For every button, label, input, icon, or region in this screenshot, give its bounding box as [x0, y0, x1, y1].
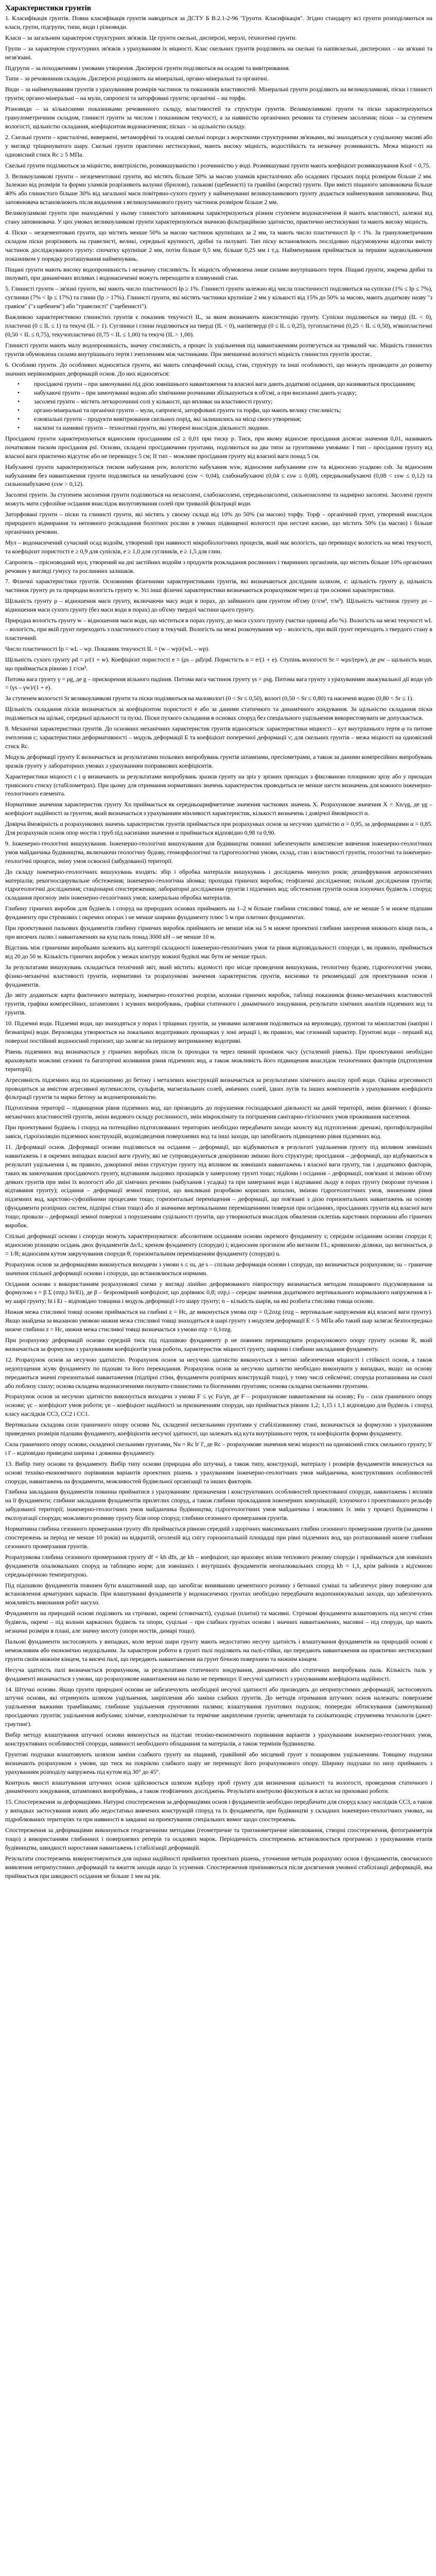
paragraph: Спільні деформації основи і споруди можуть характеризуватися: абсолютним осіданням основи окремого фундаменту s; середнім осіданням основи споруди s̄; відносною різницею осідань двох фундаментів Δs/L; креном фундаменту (споруди) i; відносним прогином або вигином f/L; кривизною ділянки, що вигинається, ρ = 1/R; відносним кутом закручування споруди θ; горизонтальним переміщенням фундаменту (споруди) u. [5, 1232, 432, 1257]
paragraph: Великоуламкові грунти при знаходженні у ньому глинистого заповнювача характеризуються різним ступенем водонасичення й мають властивості, залежні від стану заповнювача. У цих умовах великоуламкові грунти характеризуються значною фільтраційною здатністю, практично нестискувані та мають високу міцність. [5, 209, 432, 226]
paragraph: Мул – водонасичений сучасний осад водойм, утворений при наявності мікробіологічних процесів, який має вологість, що перевищує вологість на межі текучості, та коефіцієнт пористості e ≥ 0,9 для супісків, e ≥ 1,0 для суглинків, e ≥ 1,5 для глин. [5, 538, 432, 555]
paragraph: 11. Деформації основ. Деформації основи поділяються на осідання – деформації, що відбуваються в результаті ущільнення грунту під впливом зовнішніх навантажень і в окремих випадках власної ваги грунту, які не супроводжуються докорінною зміною його структури; просідання – деформації, що відбуваються в результаті ущільнення і, як правило, докорінної зміни структури грунту під впливом як зовнішніх навантажень і власної ваги грунту, так і додаткових факторів, таких як замочування просідаючого грунту, відтавання льодових прошарків у замерзлому грунті тощо; підйоми і осідання – деформації, пов'язані зі зміною об'єму деяких грунтів при зміні їх вологості або дії хімічних речовин (набухання і усадка) та при замерзанні води і відтаванні льоду в порах грунту (морозне пучення і відтавання грунту); осідання – деформації земної поверхні, що викликані розробкою корисних копалин, зміною гідрогеологічних умов, зниженням рівня підземних вод, карстово-суфозійними процесами тощо; горизонтальні переміщення – деформації, що пов'язані з дією горизонтальних навантажень на основу (фундаменти розпірних систем, підпірні стіни тощо) або зі значними вертикальними переміщеннями поверхні при осіданнях, просіданнях грунтів від власної ваги тощо; провали – деформації земної поверхні з порушенням суцільності грунтів, що утворюються внаслідок обвалення склепінь карстових порожнин або гірничих виробок. [5, 1143, 432, 1229]
paragraph: При проектуванні пальових фундаментів глибину гірничих виробок приймають не менше ніж на 5 м нижче проектної глибини занурення нижнього кінця паль, а при висячих палях і навантаженнях на кущ паль понад 3000 кН – не менше 10 м. [5, 924, 432, 940]
paragraph: До складу інженерно-геологічних вишукувань входять: збір і обробка матеріалів вишукувань і досліджень минулих років; дешифрування аерокосмічних матеріалів; рекогносцирувальне обстеження; інженерно-геологічна зйомка; проходка гірничих виробок; геофізичні дослідження; польові дослідження грунтів; гідрогеологічні дослідження; стаціонарні спостереження; лабораторні дослідження грунтів і підземних вод; обстеження грунтів основ існуючих будівель і споруд; складання прогнозу змін інженерно-геологічних умов; камеральна обробка матеріалів. [5, 868, 432, 902]
list-item-text: засолені грунти – містять легкорозчинні солі у кількості, що впливає на властивості грунту; [34, 398, 273, 405]
paragraph: Осідання основи з використанням розрахункової схеми у вигляді лінійно деформованого півпростору визначається методом пошарового підсумовування за формулою s = β Σ (σzp,i hi/Ei), де β – безрозмірний коефіцієнт, що дорівнює 0,8; σzp,i – середнє значення додаткового вертикального нормального напруження в i-му шарі грунту; hi і Ei – відповідно товщина і модуль деформації i-го шару грунту; n – кількість шарів, на які розбита стислива товща основи. [5, 1280, 432, 1305]
paragraph: Глинисті грунти мають малу водопроникність, значну стисливість, а процес їх ущільнення під навантаженням розтягується на тривалий час. Міцність глинистих грунтів обумовлена силами внутрішнього тертя і зчепленням між частинками. При зменшенні вологості міцність глинистих грунтів зростає. [5, 341, 432, 358]
bullet-icon: • [18, 406, 20, 414]
document-body [5, 14, 432, 378]
paragraph: 6. Особливі грунти. До особливих відносяться грунти, які мають специфічний склад, стан, структуру та інші особливості, що можуть призводити до розвитку значних нерівномірних деформацій основ. До них відносяться: [5, 361, 432, 377]
paragraph: Просідаючі грунти характеризуються відносним просіданням εsl ≥ 0,01 при тиску р. Тиск, при якому відносне просідання досягає значення 0,01, називають початковим тиском просідання psl. Основи, складені просідаючими грунтами, поділяються на два типи за грунтовими умовами: I тип – просідання грунту від власної ваги практично відсутнє або не перевищує 5 см; II тип – можливе просідання грунту від власної ваги понад 5 см. [5, 434, 432, 460]
paragraph: 10. Підземні води. Підземні води, що знаходяться у порах і тріщинах грунтів, за умовами залягання поділяються на верховодку, грунтові та міжпластові (напірні і безнапірні) води. Верховодка утворюється на локальних водотривких прошарках у зоні аерації і, як правило, має сезонний характер. Грунтові води – перший від поверхні постійний водоносний горизонт, що залягає на першому витриманому водотриві. [5, 1020, 432, 1044]
paragraph: Сапропель – прісноводний мул, утворений на дні застійних водойм з продуктів розкладання рослинних і тваринних організмів, що містить більше 10% органічних речовин у вигляді гумусу та рослинних залишків. [5, 558, 432, 574]
paragraph: Нормативне значення характеристик грунту Xn приймається як середньоарифметичне значення часткових значень X. Розрахункове значення X = Xn/γg, де γg – коефіцієнт надійності за грунтом, який визначається з урахуванням мінливості характеристик, кількості визначень і довірчої ймовірності α. [5, 801, 432, 817]
paragraph: Довірча ймовірність α розрахункових значень характеристик грунтів приймається при розрахунках основ за несучою здатністю α = 0,95, за деформаціями α = 0,85. Для розрахунків основ опор мостів і труб під насипами значення α приймається відповідно 0,98 та 0,90. [5, 820, 432, 837]
bullet-icon: • [18, 415, 20, 423]
list-item-text: набухаючі грунти – при замочуванні водою або хімічними розчинами збільшуються в об'ємі, а при висиханні дають усадку; [34, 389, 357, 397]
paragraph: Піщані грунти мають високу водопроникність і незначну стисливість. Їх міцність обумовлена лише силами внутрішнього тертя. Піщані грунти, зокрема дрібні та пилуваті, при динамічних впливах і водонасиченні можуть переходити в пливунний стан. [5, 265, 432, 282]
document-body-continued [5, 434, 432, 1880]
paragraph: Скельні грунти поділяються за міцністю, вивітрілістю, розмякшуваністю і розчинністю у воді. Розмякшувані грунти мають коефіцієнт розмякшування Ksof < 0,75. [5, 161, 431, 169]
list-item [5, 406, 432, 415]
page-title: Характеристики грунтів [5, 4, 91, 12]
paragraph: 1. Класифікація грунтів. Повна класифікація грунтів наводиться за ДСТУ Б В.2.1-2-96 "Грунти. Класифікація". Згідно стандарту всі грунти розподіляються на класи, групи, підгрупи, типи, види і різновиди. [5, 14, 432, 30]
paragraph: 8. Механічні характеристики грунтів. До основних механічних характеристик грунтів відносяться: характеристики міцності – кут внутрішнього тертя φ та питоме зчеплення c; характеристики деформативності – модуль деформації E та коефіцієнт поперечної деформації ν; для скельних грунтів – межа міцності на одновісний стиск Rc. [5, 725, 432, 750]
bullet-icon: • [18, 389, 20, 397]
bullet-icon: • [18, 398, 20, 405]
paragraph: 9. Інженерно-геологічні вишукування. Інженерно-геологічні вишукування для будівництва повинні забезпечувати комплексне вивчення інженерно-геологічних умов майданчика будівництва, включаючи геологічну будову, геоморфологічні та гідрогеологічні умови, склад, стан і властивості грунтів, геологічні та інженерно-геологічні процеси, зміну умов освоєної (забудованої) території. [5, 839, 432, 865]
paragraph: Засолені грунти. За ступенем засолення грунти поділяються на незасолені, слабозасолені, середньозасолені, сильнозасолені та надмірно засолені. Засолені грунти можуть мати суфозійне осідання внаслідок вилуговування солей при тривалій фільтрації води. [5, 491, 432, 507]
paragraph: Підтоплення території – підвищення рівня підземних вод, що призводить до порушення господарської діяльності на даній території, зміни фізичних і фізико-механічних властивостей грунтів, зміни видового складу рослинності, змін мікроклімату та погіршення санітарно-гігієнічних умов проживання населення. [5, 1104, 432, 1121]
paragraph: За результатами вишукувань складається технічний звіт, який містить: відомості про місце проведення вишукувань, геологічну будову, гідрогеологічні умови, фізико-механічні властивості грунтів, нормативні та розрахункові значення характеристик грунтів, висновки та рекомендації для проектування основ і фундаментів. [5, 963, 432, 988]
paragraph: Нормативна глибина сезонного промерзання грунту dfn приймається рівною середній з щорічних максимальних глибин сезонного промерзання грунтів (за даними спостережень за період не менше 10 років) на відкритій, оголеній від снігу горизонтальній площадці при рівні підземних вод, що розташований нижче глибини сезонного промерзання грунтів. [5, 1525, 432, 1550]
paragraph: Під підошвою фундаментів повинен бути влаштований шар, що запобігає вимиванню цементного розчину з бетонної суміші та забезпечує рівну поверхню для встановлення арматурних каркасів. При влаштуванні фундаментів у водонасичених грунтах необхідно передбачати водопонижувальні заходи, що забезпечують можливість виконання робіт насухо. [5, 1581, 432, 1606]
paragraph: 5. Глинисті грунти – зв'язні грунти, які мають число пластичності Ip ≥ 1%. Глинисті грунти залежно від числа пластичності поділяються на супіски (1% ≤ Ip ≤ 7%), суглинки (7% < Ip ≤ 17%) та глини (Ip > 17%). Глинисті грунти, які містять частинки крупніше 2 мм у кількості від 15% до 50% за масою, мають додаткову назву "з гравієм" ("з щебенем") або "гравелисті" ("щебенисті"). [5, 285, 432, 310]
paragraph: При розрахунку деформацій основи середній тиск під підошвою фундаменту p не повинен перевищувати розрахункового опору грунту основи R, який визначається за формулою з урахуванням коефіцієнтів умов роботи, характеристик міцності грунту, ширини і глибини закладання фундаменту. [5, 1336, 432, 1352]
paragraph: Спостереження за деформаціями виконуються геодезичними методами (геометричне та тригонометричне нівелювання, створні спостереження, фотограмметрія тощо) з використанням глибинних і поверхневих реперів та осадових марок. Періодичність спостережень встановлюється програмою з урахуванням етапів будівництва, швидкості наростання навантажень і стабілізації деформацій. [5, 1826, 432, 1851]
paragraph: Класи – за загальним характером структурних зв'язків. Це грунти скельні, дисперсні, мерзлі, техногенні грунти. [5, 33, 297, 41]
paragraph: Глибину гірничих виробок для будівель і споруд на природних основах приймають на 1–2 м більше глибини стисливої товщі, але не менше 5 м нижче підошви фундаменту при стрічкових і окремих опорах і не менше ширини фундаменту плюс 5 м при плитних фундаментах. [5, 905, 432, 921]
paragraph: Агресивність підземних вод по відношенню до бетону і металевих конструкцій визначається за результатами хімічного аналізу проб води. Оцінка агресивності проводиться за вмістом агресивної вуглекислоти, сульфатів, магнезіальних солей, аміачних солей, їдких лугів та інших компонентів з урахуванням коефіцієнта фільтрації грунтів та марки бетону за водонепроникністю. [5, 1076, 432, 1101]
paragraph: Щільність складання пісків визначається за коефіцієнтом пористості e або за даними статичного та динамічного зондування. За щільністю складання піски поділяються на щільні, середньої щільності та пухкі. Піски пухкого складання в основах споруд без спеціального ущільнення використовувати не допускається. [5, 705, 432, 722]
paragraph: 2. Скельні грунти – кристалічні, вивержені, метаморфічні та осадові скельні породи з жорсткими структурними зв'язками, які знаходяться у суцільному масиві або у вигляді тріщинуватого шару. Скельні грунти практично нестискувані, мають високу міцність, водостійкість та незначну розмиваність. Межа міцності на одновісний стиск Rc ≥ 5 МПа. [5, 133, 432, 158]
paragraph: За ступенем вологості Sr великоуламкові грунти та піски поділяються на маловологі (0 < Sr ≤ 0,50), вологі (0,50 < Sr ≤ 0,80) та насичені водою (0,80 < Sr ≤ 1). [5, 694, 414, 702]
paragraph: Природна вологість грунту w – відношення маси води, що міститься в порах грунту, до маси сухого грунту (частки одиниці або %). Вологість на межі текучості wL – вологість, при якій грунт переходить з пластичного стану в текучий. Вологість на межі розкочування wp – вологість, при якій грунт переходить з твердого стану в пластичний. [5, 617, 432, 641]
paragraph: При проектуванні будівель і споруд на потенційно підтоплюваних територіях необхідно передбачати заходи захисту від підтоплення: дренажі, протифільтраційні завіси, гідроізоляцію підземних конструкцій, водовідведення поверхневих вод та інші заходи, що запобігають підвищенню рівня підземних вод. [5, 1124, 432, 1140]
paragraph: Грунтові подушки влаштовують шляхом заміни слабкого грунту на піщаний, гравійний або місцевий грунт з пошаровим ущільненням. Товщину подушки визначають розрахунком з умови, що тиск на покрівлю слабкого шару не перевищує його розрахункового опору. Ширину подушки по низу приймають з урахуванням розподілу напружень під кутом від 30° до 45°. [5, 1750, 432, 1775]
bullet-icon: • [18, 380, 20, 388]
paragraph: Глибина закладання фундаментів повинна прийматися з урахуванням: призначення і конструктивних особливостей проектованої споруди, навантажень і впливів на її фундаменти; глибини закладання фундаментів прилеглих споруд, а також глибини прокладання інженерних комунікацій; існуючого і проектованого рельєфу забудованої території; інженерно-геологічних умов майданчика будівництва; гідрогеологічних умов майданчика і можливих їх змін у процесі будівництва і експлуатації споруди; можливого розмиву грунту біля опор споруд; глибини сезонного промерзання грунтів. [5, 1488, 432, 1522]
paragraph: 12. Розрахунок основ за несучою здатністю. Розрахунок основ за несучою здатністю виконується з метою забезпечення міцності і стійкості основ, а також недопущення зсуву фундаменту по підошві та його перекидання. Розрахунок основ за несучою здатністю необхідно виконувати у випадках, якщо: на основу передаються значні горизонтальні навантаження (підпірні стіни, фундаменти розпірних конструкцій тощо), у тому числі сейсмічні; споруда розташована на схилі або поблизу схилу; основа складена водонасиченими пилувато-глинистими та біогенними грунтами; основа складена скельними грунтами. [5, 1355, 432, 1389]
paragraph: Набухаючі грунти характеризуються тиском набухання psw, вологістю набухання wsw, відносним набуханням εsw та відносною усадкою εsh. За відносним набуханням без навантаження грунти поділяються на ненабухаючі (εsw < 0,04), слабонабухаючі (0,04 ≤ εsw ≤ 0,08), середньонабухаючі (0,08 < εsw ≤ 0,12) та сильнонабухаючі (εsw > 0,12). [5, 463, 432, 488]
paragraph: Вибір методу влаштування штучної основи виконується на підставі техніко-економічного порівняння варіантів з урахуванням інженерно-геологічних умов, конструктивних особливостей споруди, наявності необхідного обладнання та матеріалів, а також термінів будівництва. [5, 1731, 432, 1747]
paragraph: Типи – за речовинним складом. Дисперсні розділяють на мінеральні, органо-мінеральні та органічні. [5, 75, 269, 82]
paragraph: Пальові фундаменти застосовують у випадках, коли верхні шари грунту мають недостатню несучу здатність і влаштування фундаментів на природній основі є неможливим або економічно недоцільним. За характером роботи в грунті палі поділяють на палі-стійки, що передають навантаження на практично нестискувані грунти своїм нижнім кінцем, та висячі палі, що передають навантаження на грунт бічною поверхнею та нижнім кінцем. [5, 1637, 432, 1663]
paragraph: Модуль деформації грунту E визначається за результатами польових випробувань грунтів штампами, пресіометрами, а також за даними компресійних випробувань зразків грунту у лабораторних умовах з урахуванням поправкових коефіцієнтів. [5, 753, 432, 769]
paragraph: Вертикальна складова сили граничного опору основи Nu, складеної нескельними грунтами у стабілізованому стані, визначається за формулою з урахуванням приведених розмірів підошви фундаменту, коефіцієнтів несучої здатності, що залежать від кута внутрішнього тертя, та коефіцієнтів форми фундаменту. [5, 1421, 432, 1437]
list-item [5, 415, 432, 423]
paragraph: Підгрупи – за походженням і умовами утворення. Дисперсні грунти поділяються на осадові та вивітрювання. [5, 64, 290, 72]
paragraph: Заторфовані грунти – піски та глинисті грунти, які містять у своєму складі від 10% до 50% (за масою) торфу. Торф – органічний грунт, утворений внаслідок природного відмирання та неповного розкладання болотних рослин в умовах підвищеної вологості при нестачі кисню, що містить 50% (за масою) і більше органічних речовин. [5, 511, 432, 535]
document [5, 3, 432, 1883]
paragraph: Характеристики міцності c і φ визначають за результатами випробувань зразків грунту на зріз у зрізних приладах з фіксованою площиною зрізу або у приладах тривісного стиску (стабілометрах). При цьому для отримання нормативних значень характеристик проводиться не менше шести визначень для кожного інженерно-геологічного елемента. [5, 772, 432, 798]
bullet-icon: • [18, 423, 20, 431]
list-item-text: просідаючі грунти – при замочуванні під дією зовнішнього навантаження та власної ваги дають додаткові осідання, що називаються просіданням; [34, 380, 416, 388]
paragraph: Важливою характеристикою глинистих грунтів є показник текучості IL, за яким визначають консистенцію грунту. Супіски поділяються на тверді (IL < 0), пластичні (0 ≤ IL ≤ 1) та текучі (IL > 1). Суглинки і глини поділяються на тверді (IL < 0), напівтверді (0 ≤ IL ≤ 0,25), тугопластичні (0,25 < IL ≤ 0,50), м'якопластичні (0,50 < IL ≤ 0,75), текучопластичні (0,75 < IL ≤ 1,00) та текучі (IL > 1,00). [5, 313, 432, 338]
paragraph: 14. Штучні основи. Якщо грунти природної основи не забезпечують необхідної несучої здатності або призводять до неприпустимих деформацій, застосовують штучні основи, які отримують шляхом ущільнення, закріплення або заміни слабких грунтів. До методів отримання штучних основ належать: поверхневе ущільнення важкими трамбівками; глибинне ущільнення грунтовими палями; влаштування грунтових подушок; попереднє обтискування (замочування) просідаючих грунтів; ущільнення вибухами; хімічне, електрохімічне та термічне закріплення грунтів; цементація та силікатизація; струменева технологія (джет-граутинг). [5, 1685, 432, 1728]
paragraph: 4. Піски – незцементовані грунти, що містять менше 50% за масою частинок крупніших за 2 мм, та мають число пластичності Ip < 1%. За гранулометричним складом піски розрізняють на гравелисті, великі, середньої крупності, дрібні та пилуваті. Тип піску встановлюють послідовно підсумовуючи відсотки вмісту частинок досліджуваного грунту: спочатку крупніше 2 мм, потім більше 0,5 мм, більше 0,25 мм і т.д. Найменування приймається за першим задовольняючим показником у порядку розташування найменувань. [5, 228, 432, 262]
paragraph: До звіту додаються: карта фактичного матеріалу, інженерно-геологічні розрізи, колонки гірничих виробок, таблиці показників фізико-механічних властивостей грунтів, графіки компресійних, штампових і зсувних випробувань, графіки статичного і динамічного зондування, результати хімічних аналізів підземних вод та грунтів. [5, 991, 432, 1016]
paragraph: Групи – за характером структурних зв'язків з урахуванням їх міцності. Клас скельних грунтів розділяють на скельні та напівскельні, дисперсних – на зв'язані та незв'язані. [5, 44, 432, 61]
list-item [5, 388, 432, 397]
list-item [5, 423, 432, 432]
paragraph: Розрахунок основ за деформаціями виконується виходячи з умови s ≤ su, де s – спільна деформація основи і споруди, що визначається розрахунком; su – граничне значення спільної деформації основи і споруди, що встановлюється нормами. [5, 1260, 432, 1277]
paragraph: Рівень підземних вод визначається у гірничих виробках після їх проходки та через певний проміжок часу (усталений рівень). При проектуванні необхідно враховувати можливі сезонні та багаторічні коливання рівня підземних вод, а також можливість його підвищення внаслідок техногенних факторів (підтоплення території). [5, 1047, 432, 1073]
paragraph: Число пластичності Ip = wL – wp. Показник текучості IL = (w – wp)/(wL – wp). [5, 645, 210, 652]
paragraph: Відстань між гірничими виробками залежить від категорії складності інженерно-геологічних умов та рівня відповідальності споруди і, як правило, приймається від 20 до 50 м. Кількість гірничих виробок у межах контуру кожної будівлі має бути не менше трьох. [5, 943, 432, 960]
paragraph: Нижня межа стисливої товщі основи приймається на глибині z = Hc, де виконується умова σzp = 0,2σzg (σzg – вертикальне напруження від власної ваги грунту). Якщо знайдена за вказаною умовою нижня межа стисливої товщі знаходиться в шарі грунту з модулем деформації E < 5 МПа або такий шар залягає безпосередньо нижче глибини z = Hc, нижня межа стисливої товщі визначається з умови σzp = 0,1σzg. [5, 1308, 432, 1333]
paragraph: Результати спостережень використовуються для оцінки надійності прийнятих проектних рішень, уточнення методів розрахунку основ і фундаментів, своєчасного виявлення неприпустимих деформацій та вжиття заходів щодо їх усунення. Спостереження припиняються після досягнення умовної стабілізації деформацій, яка приймається при швидкості осідання не більше 1 мм на рік. [5, 1854, 432, 1879]
paragraph: 13. Вибір типу основи та фундаменту. Вибір типу основи (природна або штучна), а також типу, конструкції, матеріалу і розмірів фундаментів виконується на основі техніко-економічного порівняння варіантів проектних рішень з урахуванням інженерно-геологічних умов майданчика, конструктивних особливостей споруди, навантажень на фундаменти, можливостей будівельної організації та інших факторів. [5, 1460, 432, 1485]
paragraph: Розрахунок основ за несучою здатністю виконується виходячи з умови F ≤ γc Fu/γn, де F – розрахункове навантаження на основу; Fu – сила граничного опору основи; γc – коефіцієнт умов роботи; γn – коефіцієнт надійності за призначенням споруди, що приймається рівним 1,2; 1,15 і 1,1 відповідно для будівель і споруд класу наслідків СС3, СС2 і СС1. [5, 1393, 432, 1418]
paragraph: Сила граничного опору основи, складеної скельними грунтами, Nu = Rc b' l', де Rc – розрахункове значення межі міцності на одновісний стиск скельного грунту; b' і l' – відповідно приведені ширина і довжина фундаменту. [5, 1440, 432, 1456]
paragraph: Контроль якості влаштування штучних основ здійснюється шляхом відбору проб грунту для визначення щільності та вологості, проведення статичного і динамічного зондування, штампових випробувань, а також геофізичних досліджень. Результати контролю фіксуються в актах на приховані роботи. [5, 1778, 432, 1795]
list-item-text: органо-мінеральні та органічні грунти – мули, сапропелі, заторфовані грунти та торфи, що мають велику стисливість; [34, 406, 341, 414]
paragraph: Розрахункова глибина сезонного промерзання грунту df = kh dfn, де kh – коефіцієнт, що враховує вплив теплового режиму споруди і приймається для зовнішніх фундаментів опалювальних споруд за таблицею норм; для зовнішніх і внутрішніх фундаментів неопалювальних споруд kh = 1,1, крім районів з від'ємною середньорічною температурою. [5, 1553, 432, 1578]
paragraph: Види – за найменуванням грунтів з урахуванням розмірів частинок та показників властивостей. Мінеральні грунти розділяють на великоуламкові, піски і глинисті грунти; органо-мінеральні – на мули, сапропелі та заторфовані грунти; органічні – на торфи. [5, 86, 432, 102]
paragraph: 7. Фізичні характеристики грунтів. Основними фізичними характеристиками грунтів, які визначаються дослідним шляхом, є: щільність грунту ρ, щільність частинок грунту ρs та природна вологість грунту w. Усі інші фізичні характеристики визначаються розрахунком через ці три основні характеристики. [5, 578, 432, 594]
list-item-text: елювіальні грунти – продукти вивітрювання скельних порід, які залишились на місці свого утворення; [34, 415, 302, 423]
special-soils-list [5, 380, 432, 432]
list-item [5, 397, 432, 406]
paragraph: Фундаменти на природній основі поділяють на стрічкові, окремі (стовпчасті), суцільні (плитні) та масивні. Стрічкові фундаменти влаштовують під несучі стіни будівель, окремі – під колони каркасних будівель та опори, суцільні – при слабких грунтах основи і значних навантаженнях, масивні – під споруди, що мають незначні розміри в плані, але значну висоту (опори мостів, димарі тощо). [5, 1609, 432, 1635]
paragraph: Питома вага грунту γ = ρg, де g – прискорення вільного падіння. Питома вага частинок грунту γs = ρsg. Питома вага грунту з урахуванням зважувальної дії води γsb = (γs – γw)/(1 + e). [5, 675, 432, 691]
paragraph: Щільність сухого грунту ρd = ρ/(1 + w). Коефіцієнт пористості e = (ρs – ρd)/ρd. Пористість n = e/(1 + e). Ступінь вологості Sr = wρs/(eρw), де ρw – щільність води, що приймається рівною 1 г/см³. [5, 655, 432, 672]
list-item [5, 380, 432, 388]
paragraph: 15. Спостереження за деформаціями. Натурні спостереження за деформаціями основ і фундаментів необхідно передбачати для споруд класу наслідків СС3, а також у випадках застосування нових або недостатньо вивчених конструкцій споруд та їх фундаментів, при будівництві у складних інженерно-геологічних умовах, на підроблюваних територіях та при наявності в завданні на проектування спеціальних вимог щодо спостережень. [5, 1798, 432, 1823]
paragraph: 3. Великоуламкові грунти – незцементовані грунти, які містять більше 50% за масою уламків кристалічних або осадових гірських порід розміром більше 2 мм. Залежно від розмірів та форми уламків розрізняють валунні (брилові), галькові (щебенисті) та гравійні (жорстві) грунти. При вмісті піщаного заповнювача більше 40% або глинистого більше 30% від загальної маси повітряно-сухого грунту у найменуванні великоуламкового грунту додається найменування заповнювача. Вид заповнювача встановлюють після видалення з великоуламкового грунту частинок розміром більше 2 мм. [5, 172, 432, 206]
paragraph: Різновиди – за кількісними показниками речовинного складу, властивостей та структури грунтів. Великоуламкові грунти та піски характеризуються гранулометричним складом, глинисті грунти за числом і показником текучості, а за наявністю органічних речовин та ступенем засолення; піски – за ступенем вологості, щільністю складання, коефіцієнтом водонасичення; пісках – за щільністю складу. [5, 105, 432, 130]
list-item-text: насипні та намивні грунти – техногенні грунти, які утворені внаслідок діяльності людини. [34, 423, 270, 431]
paragraph: Несуча здатність палі визначається розрахунком, за результатами статичного зондування, динамічних або статичних випробувань паль. Кількість паль у фундаменті визначається з умови, що розрахункове навантаження на палю не перевищує її несучої здатності з урахуванням коефіцієнта надійності. [5, 1666, 432, 1682]
paragraph: Щільність грунту ρ – відношення маси грунту, включаючи масу води в порах, до займаного цим грунтом об'єму (г/см³, т/м³). Щільність частинок грунту ρs – відношення маси сухого грунту (без маси води в порах) до об'єму твердої частини цього грунту. [5, 597, 432, 614]
